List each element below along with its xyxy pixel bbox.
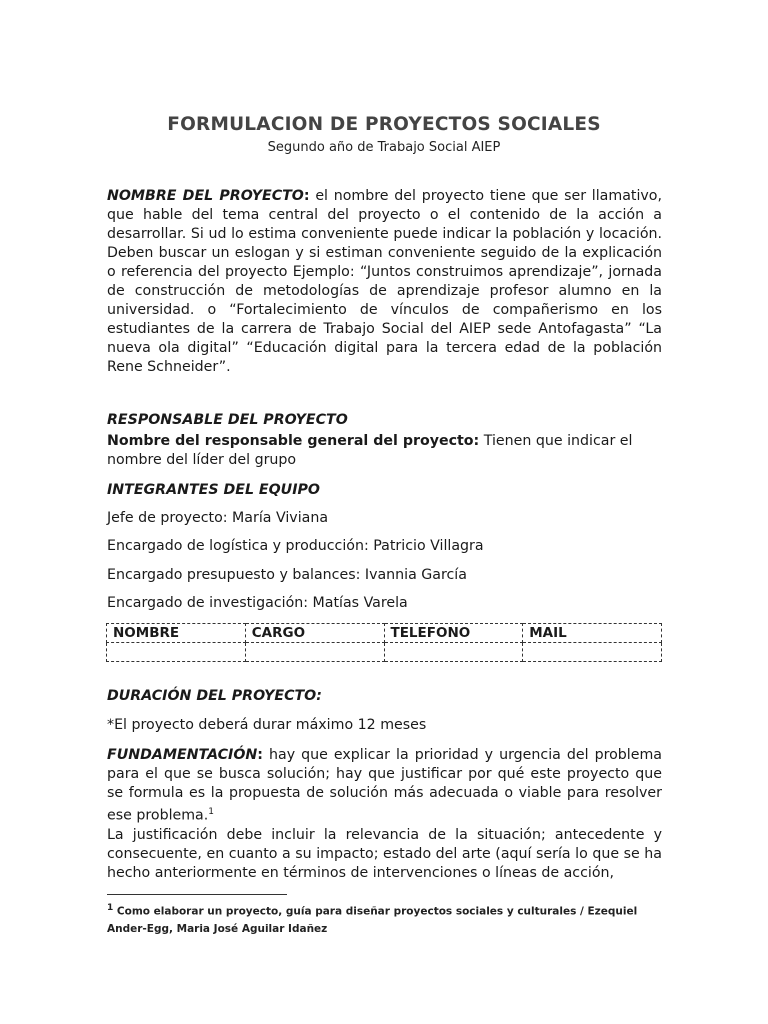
fundamentacion-body: hay que explicar la prioridad y urgencia del problema para el que se busca solución; hay que justificar por qué este proyecto que se formula es la propuesta de solución más adecuada o viable para resolver ese problema. (107, 747, 662, 824)
integrantes-heading: INTEGRANTES DEL EQUIPO (107, 482, 320, 498)
team-member: Encargado de investigación: Matías Varela (107, 595, 408, 611)
responsable-heading: RESPONSABLE DEL PROYECTO (107, 412, 348, 428)
nombre-section (107, 187, 662, 377)
table-header-cell: TELEFONO (384, 624, 523, 643)
footnote-divider (107, 894, 287, 895)
document-subtitle: Segundo año de Trabajo Social AIEP (267, 140, 501, 155)
fundamentacion-paragraph-2: La justificación debe incluir la relevancia de la situación; antecedente y consecuente, en cuanto a su impacto; estado del arte (aquí sería lo que se ha hecho anteriormente en términos de intervenciones o líneas de acción, (107, 826, 662, 881)
team-member: Jefe de proyecto: María Viviana (107, 510, 329, 526)
table-header-cell: MAIL (523, 624, 662, 643)
table-header-cell: CARGO (245, 624, 384, 643)
responsable-section (107, 411, 662, 470)
table-row (107, 643, 662, 662)
document-title: FORMULACION DE PROYECTOS SOCIALES (167, 114, 601, 135)
team-table (106, 623, 662, 662)
fundamentacion-colon: : (257, 747, 263, 763)
footnote (107, 900, 667, 938)
fundamentacion-heading: FUNDAMENTACIÓN (107, 747, 258, 763)
responsable-body: Tienen que indicar el nombre del líder del grupo (107, 433, 633, 468)
table-header-cell: NOMBRE (107, 624, 246, 643)
nombre-colon: : (303, 188, 310, 204)
table-cell (245, 643, 384, 662)
team-member: Encargado de logística y producción: Patricio Villagra (107, 538, 484, 554)
footnote-text: Como elaborar un proyecto, guía para diseñar proyectos sociales y culturales / Ezequiel Ander-Egg, Maria José Aguilar Idañez (107, 905, 638, 935)
table-cell (107, 643, 246, 662)
duracion-heading: DURACIÓN DEL PROYECTO: (107, 688, 322, 704)
nombre-body: el nombre del proyecto tiene que ser llamativo, que hable del tema central del proyecto o el contenido de la acción a desarrollar. Si ud lo estima conveniente puede indicar la población y locación. Deben buscar un eslogan y si estiman conveniente seguido de la explicación o referencia del proyecto Ejemplo: “Juntos construimos aprendizaje”, jornada de construcción de metodologías de aprendizaje profesor alumno en la universidad. o “Fortalecimiento de vínculos de compañerismo en los estudiantes de la carrera de Trabajo Social del AIEP sede Antofagasta” “La nueva ola digital” “Educación digital para la tercera edad de la población Rene Schneider”. (107, 188, 662, 375)
table-cell (523, 643, 662, 662)
team-member: Encargado presupuesto y balances: Ivannia García (107, 567, 467, 583)
nombre-heading: NOMBRE DEL PROYECTO (107, 188, 304, 204)
fundamentacion-section (107, 746, 662, 883)
footnote-number: 1 (107, 903, 114, 913)
table-cell (384, 643, 523, 662)
footnote-ref: 1 (208, 807, 215, 817)
table-header-row (107, 624, 662, 643)
responsable-label: Nombre del responsable general del proyecto (107, 433, 474, 449)
responsable-colon: : (473, 433, 480, 449)
duracion-note: *El proyecto deberá durar máximo 12 meses (107, 717, 427, 733)
